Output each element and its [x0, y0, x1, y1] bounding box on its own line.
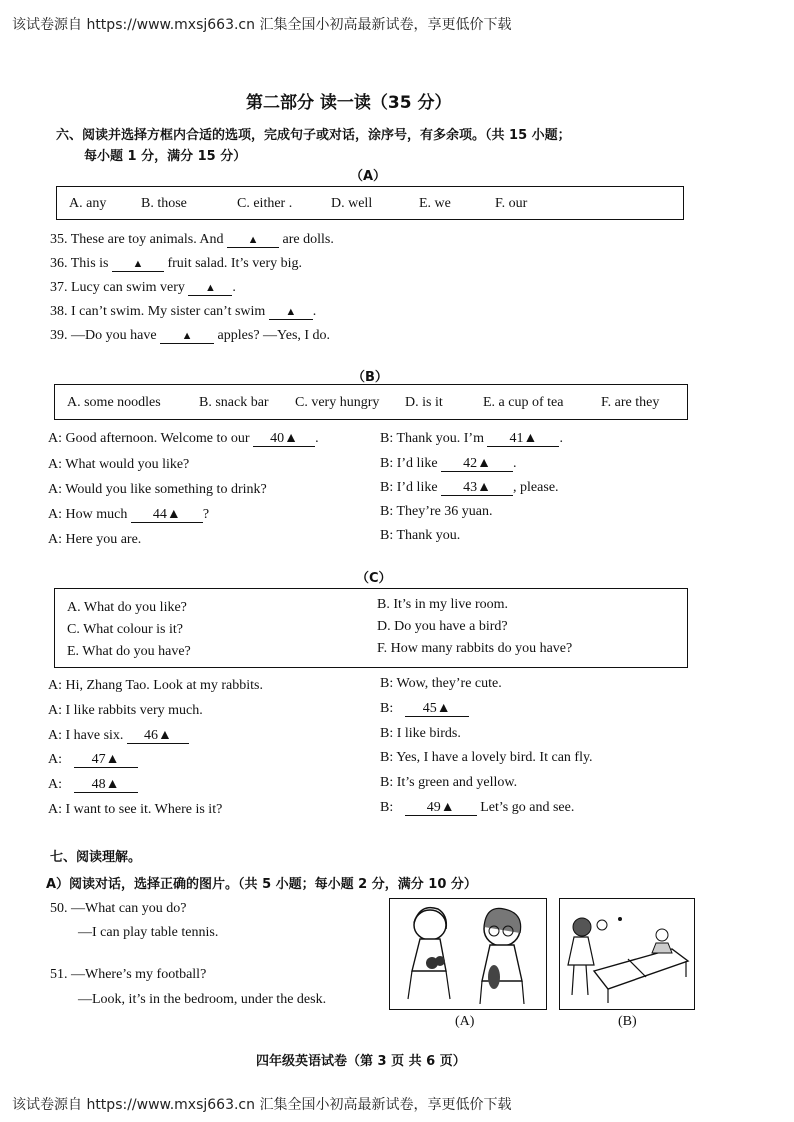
- picture-a-label: (A): [455, 1014, 475, 1029]
- part-c-label: （C）: [356, 571, 392, 586]
- option-a: A. any: [69, 196, 107, 211]
- question-35: 35. These are toy animals. And ▲ are dolls.: [50, 232, 334, 247]
- question-51-line2: —Look, it’s in the bedroom, under the desk.: [78, 992, 327, 1007]
- option-e: E. What do you have?: [67, 644, 191, 659]
- two-girls-illustration: [390, 899, 545, 1008]
- table-tennis-illustration: [560, 899, 693, 1008]
- question-39: 39. —Do you have ▲ apples? —Yes, I do.: [50, 328, 331, 343]
- section7-sub-a: A）阅读对话，选择正确的图片。（共 5 小题；每小题 2 分，满分 10 分）: [46, 877, 477, 892]
- dialogue-c-right-5: B: It’s green and yellow.: [380, 775, 518, 790]
- part-b-label: （B）: [352, 370, 388, 385]
- answer-mark: ▲: [204, 282, 216, 294]
- option-e: E. we: [419, 196, 451, 211]
- question-37: 37. Lucy can swim very ▲ .: [50, 280, 236, 295]
- option-b: B. snack bar: [199, 395, 269, 410]
- option-a: A. What do you like?: [67, 600, 187, 615]
- option-d: D. is it: [405, 395, 443, 410]
- dialogue-b-left-1: A: Good afternoon. Welcome to our 40▲ .: [48, 431, 319, 446]
- picture-b: [559, 898, 695, 1010]
- section7-title: 七、阅读理解。: [50, 850, 142, 865]
- watermark-top: 该试卷源自 https://www.mxsj663.cn 汇集全国小初高最新试卷，享更低价下载: [12, 17, 512, 33]
- dialogue-c-left-1: A: Hi, Zhang Tao. Look at my rabbits.: [48, 678, 263, 693]
- part-title: 第二部分 读一读（35 分）: [246, 93, 452, 113]
- question-51-line1: 51. —Where’s my football?: [50, 967, 207, 982]
- option-a: A. some noodles: [67, 395, 161, 410]
- dialogue-b-right-1: B: Thank you. I’m 41▲ .: [380, 431, 563, 446]
- option-f: F. are they: [601, 395, 660, 410]
- part-b-options-box: [54, 384, 688, 420]
- dialogue-b-right-5: B: Thank you.: [380, 528, 461, 543]
- option-f: F. our: [495, 196, 528, 211]
- dialogue-c-right-6: B: 49▲ Let’s go and see.: [380, 800, 575, 815]
- option-f: F. How many rabbits do you have?: [377, 641, 573, 656]
- dialogue-b-left-2: A: What would you like?: [48, 457, 190, 472]
- section6-instruction-line1: 六、阅读并选择方框内合适的选项，完成句子或对话，涂序号，有多余项。（共 15 小题；: [56, 128, 571, 143]
- section6-instruction-line2: 每小题 1 分，满分 15 分）: [84, 149, 247, 164]
- answer-mark: ▲: [247, 234, 259, 246]
- option-d: D. Do you have a bird?: [377, 619, 508, 634]
- dialogue-c-right-4: B: Yes, I have a lovely bird. It can fly.: [380, 750, 593, 765]
- option-d: D. well: [331, 196, 373, 211]
- dialogue-c-left-5: A: 48▲: [48, 777, 138, 793]
- dialogue-c-right-1: B: Wow, they’re cute.: [380, 676, 502, 691]
- option-e: E. a cup of tea: [483, 395, 564, 410]
- dialogue-c-right-2: B: 45▲: [380, 701, 469, 717]
- option-c: C. What colour is it?: [67, 622, 183, 637]
- option-b: B. It’s in my live room.: [377, 597, 509, 612]
- dialogue-c-left-4: A: 47▲: [48, 752, 138, 768]
- part-a-label: （A）: [350, 169, 387, 184]
- dialogue-c-right-3: B: I like birds.: [380, 726, 461, 741]
- question-50-line2: —I can play table tennis.: [78, 925, 219, 940]
- dialogue-b-left-3: A: Would you like something to drink?: [48, 482, 267, 497]
- picture-b-label: (B): [618, 1014, 637, 1029]
- answer-mark: ▲: [132, 258, 144, 270]
- part-c-options-box: [54, 588, 688, 668]
- dialogue-b-left-5: A: Here you are.: [48, 532, 142, 547]
- dialogue-c-left-3: A: I have six. 46▲: [48, 728, 189, 744]
- dialogue-c-left-2: A: I like rabbits very much.: [48, 703, 203, 718]
- watermark-bottom: 该试卷源自 https://www.mxsj663.cn 汇集全国小初高最新试卷，享更低价下载: [12, 1097, 512, 1113]
- option-c: C. very hungry: [295, 395, 380, 410]
- page-footer: 四年级英语试卷（第 3 页 共 6 页）: [256, 1054, 466, 1069]
- dialogue-b-right-2: B: I’d like 42▲ .: [380, 456, 517, 471]
- question-36: 36. This is ▲ fruit salad. It’s very big.: [50, 256, 303, 271]
- question-38: 38. I can’t swim. My sister can’t swim ▲ .: [50, 304, 317, 319]
- answer-mark: ▲: [285, 306, 297, 318]
- dialogue-b-right-4: B: They’re 36 yuan.: [380, 504, 493, 519]
- dialogue-c-left-6: A: I want to see it. Where is it?: [48, 802, 223, 817]
- dialogue-b-left-4: A: How much 44▲ ?: [48, 507, 210, 522]
- part-a-options-box: [56, 186, 684, 220]
- dialogue-b-right-3: B: I’d like 43▲ , please.: [380, 480, 559, 495]
- option-c: C. either .: [237, 196, 293, 211]
- answer-mark: ▲: [181, 330, 193, 342]
- question-50-line1: 50. —What can you do?: [50, 901, 187, 916]
- option-b: B. those: [141, 196, 187, 211]
- picture-a: [389, 898, 547, 1010]
